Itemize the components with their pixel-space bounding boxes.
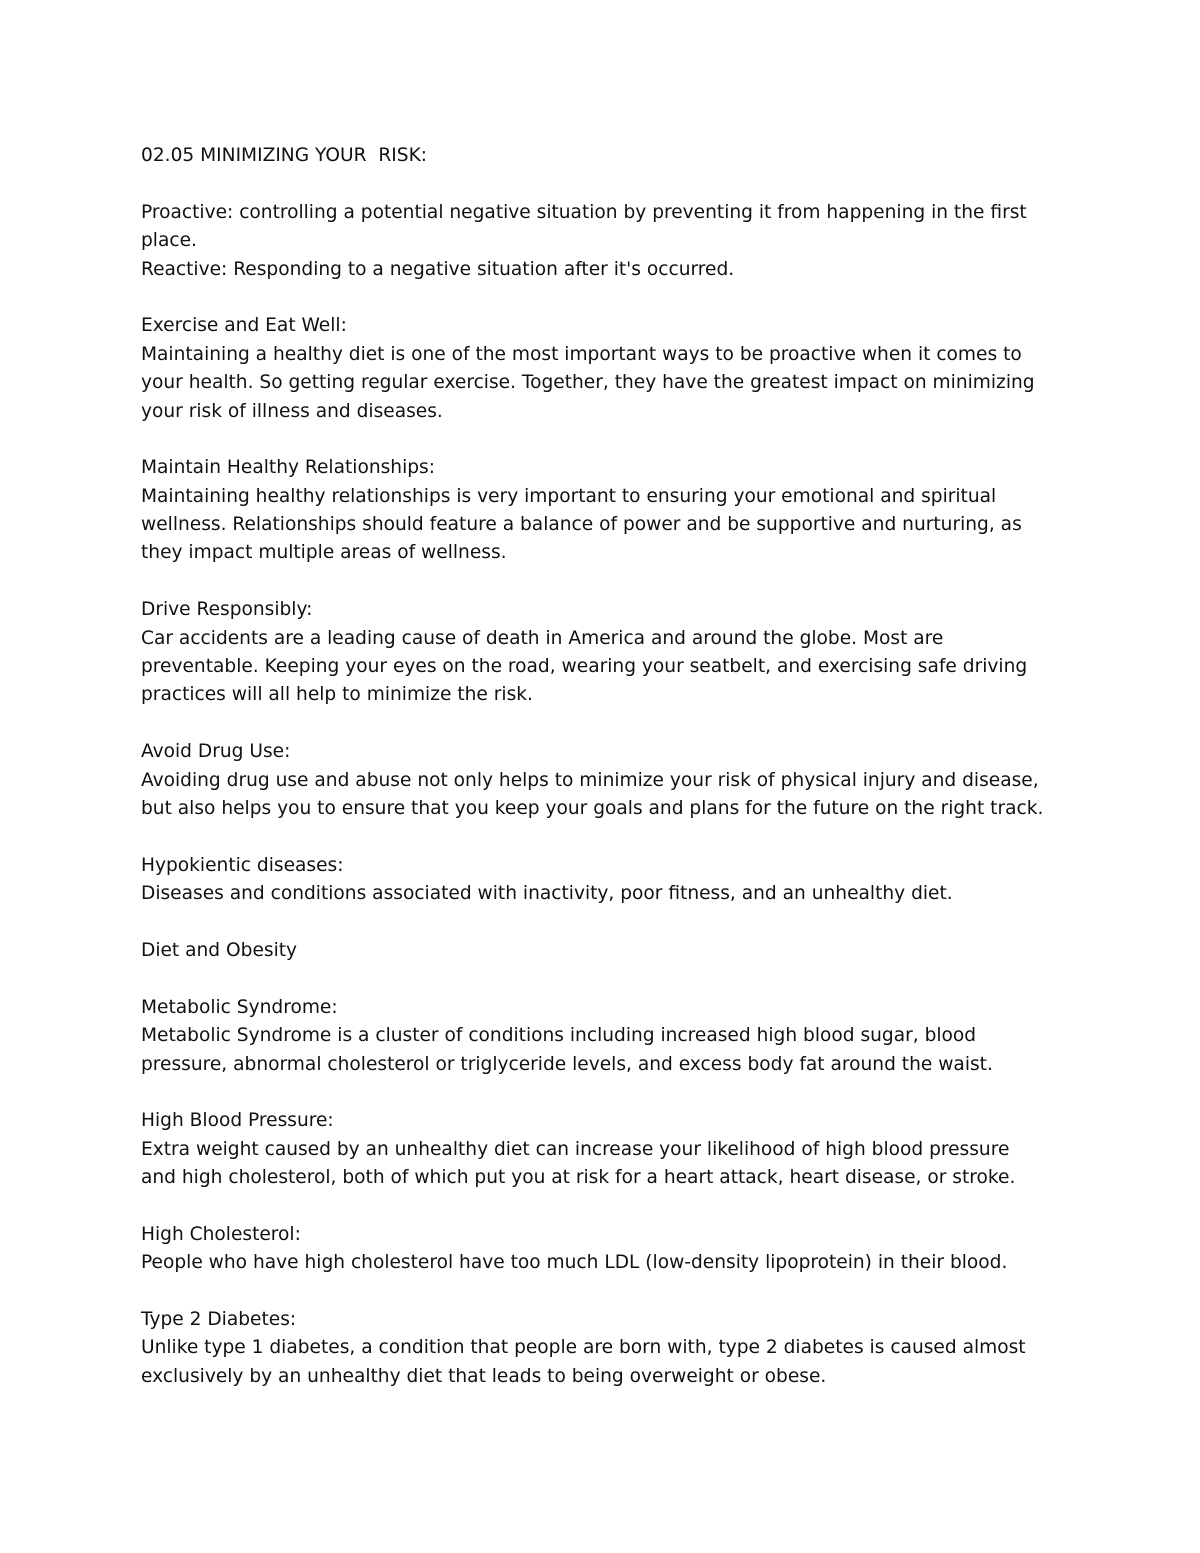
section-line: they impact multiple areas of wellness. bbox=[141, 542, 507, 564]
section-line: but also helps you to ensure that you keep your goals and plans for the future on the right track. bbox=[141, 797, 1044, 819]
document-section bbox=[141, 738, 1066, 823]
section-line-first: Maintain Healthy Relationships: bbox=[141, 457, 435, 479]
section-line: your risk of illness and diseases. bbox=[141, 400, 443, 422]
section-line-first: Exercise and Eat Well: bbox=[141, 315, 347, 337]
document-section bbox=[141, 312, 1066, 426]
section-line: Maintaining healthy relationships is very important to ensuring your emotional and spiritual bbox=[141, 485, 997, 507]
document-section bbox=[141, 199, 1066, 284]
section-line: Car accidents are a leading cause of death in America and around the globe. Most are bbox=[141, 627, 944, 649]
section-line-first: Type 2 Diabetes: bbox=[141, 1309, 297, 1331]
section-line: Avoiding drug use and abuse not only helps to minimize your risk of physical injury and disease, bbox=[141, 769, 1039, 791]
document-section bbox=[141, 852, 1066, 909]
section-line-first: Hypokientic diseases: bbox=[141, 854, 344, 876]
section-line: preventable. Keeping your eyes on the road, wearing your seatbelt, and exercising safe driving bbox=[141, 656, 1028, 678]
document-section bbox=[141, 937, 1066, 965]
document-section bbox=[141, 1107, 1066, 1192]
section-line-first: Proactive: controlling a potential negative situation by preventing it from happening in the first bbox=[141, 201, 1027, 223]
section-line: Reactive: Responding to a negative situation after it's occurred. bbox=[141, 258, 735, 280]
section-line: Extra weight caused by an unhealthy diet can increase your likelihood of high blood pressure bbox=[141, 1138, 1010, 1160]
section-line-first: Metabolic Syndrome: bbox=[141, 996, 338, 1018]
document-section bbox=[141, 994, 1066, 1079]
document-section bbox=[141, 454, 1066, 568]
section-line: Maintaining a healthy diet is one of the most important ways to be proactive when it comes to bbox=[141, 343, 1022, 365]
section-line: pressure, abnormal cholesterol or triglyceride levels, and excess body fat around the waist. bbox=[141, 1053, 993, 1075]
section-line-first: Diet and Obesity bbox=[141, 939, 298, 961]
section-line: Diseases and conditions associated with inactivity, poor fitness, and an unhealthy diet. bbox=[141, 883, 953, 905]
document-section bbox=[141, 1221, 1066, 1278]
document-page bbox=[141, 142, 1066, 1391]
section-line-first: High Blood Pressure: bbox=[141, 1110, 334, 1132]
section-line-first: High Cholesterol: bbox=[141, 1223, 301, 1245]
section-line-first: Avoid Drug Use: bbox=[141, 741, 291, 763]
section-line: Unlike type 1 diabetes, a condition that people are born with, type 2 diabetes is caused almost bbox=[141, 1337, 1026, 1359]
section-line: wellness. Relationships should feature a balance of power and be supportive and nurturing, as bbox=[141, 514, 1022, 536]
section-line: and high cholesterol, both of which put you at risk for a heart attack, heart disease, or stroke. bbox=[141, 1167, 1016, 1189]
section-line: place. bbox=[141, 230, 197, 252]
section-line: People who have high cholesterol have too much LDL (low-density lipoprotein) in their blood. bbox=[141, 1252, 1008, 1274]
document-section bbox=[141, 596, 1066, 710]
document-body bbox=[141, 199, 1066, 1391]
section-line: exclusively by an unhealthy diet that leads to being overweight or obese. bbox=[141, 1365, 827, 1387]
document-section bbox=[141, 1306, 1066, 1391]
section-line: practices will all help to minimize the risk. bbox=[141, 684, 533, 706]
section-line: your health. So getting regular exercise. Together, they have the greatest impact on minimizing bbox=[141, 372, 1035, 394]
section-line: Metabolic Syndrome is a cluster of conditions including increased high blood sugar, blood bbox=[141, 1025, 977, 1047]
section-line-first: Drive Responsibly: bbox=[141, 599, 313, 621]
document-title: 02.05 MINIMIZING YOUR RISK: bbox=[141, 145, 428, 166]
